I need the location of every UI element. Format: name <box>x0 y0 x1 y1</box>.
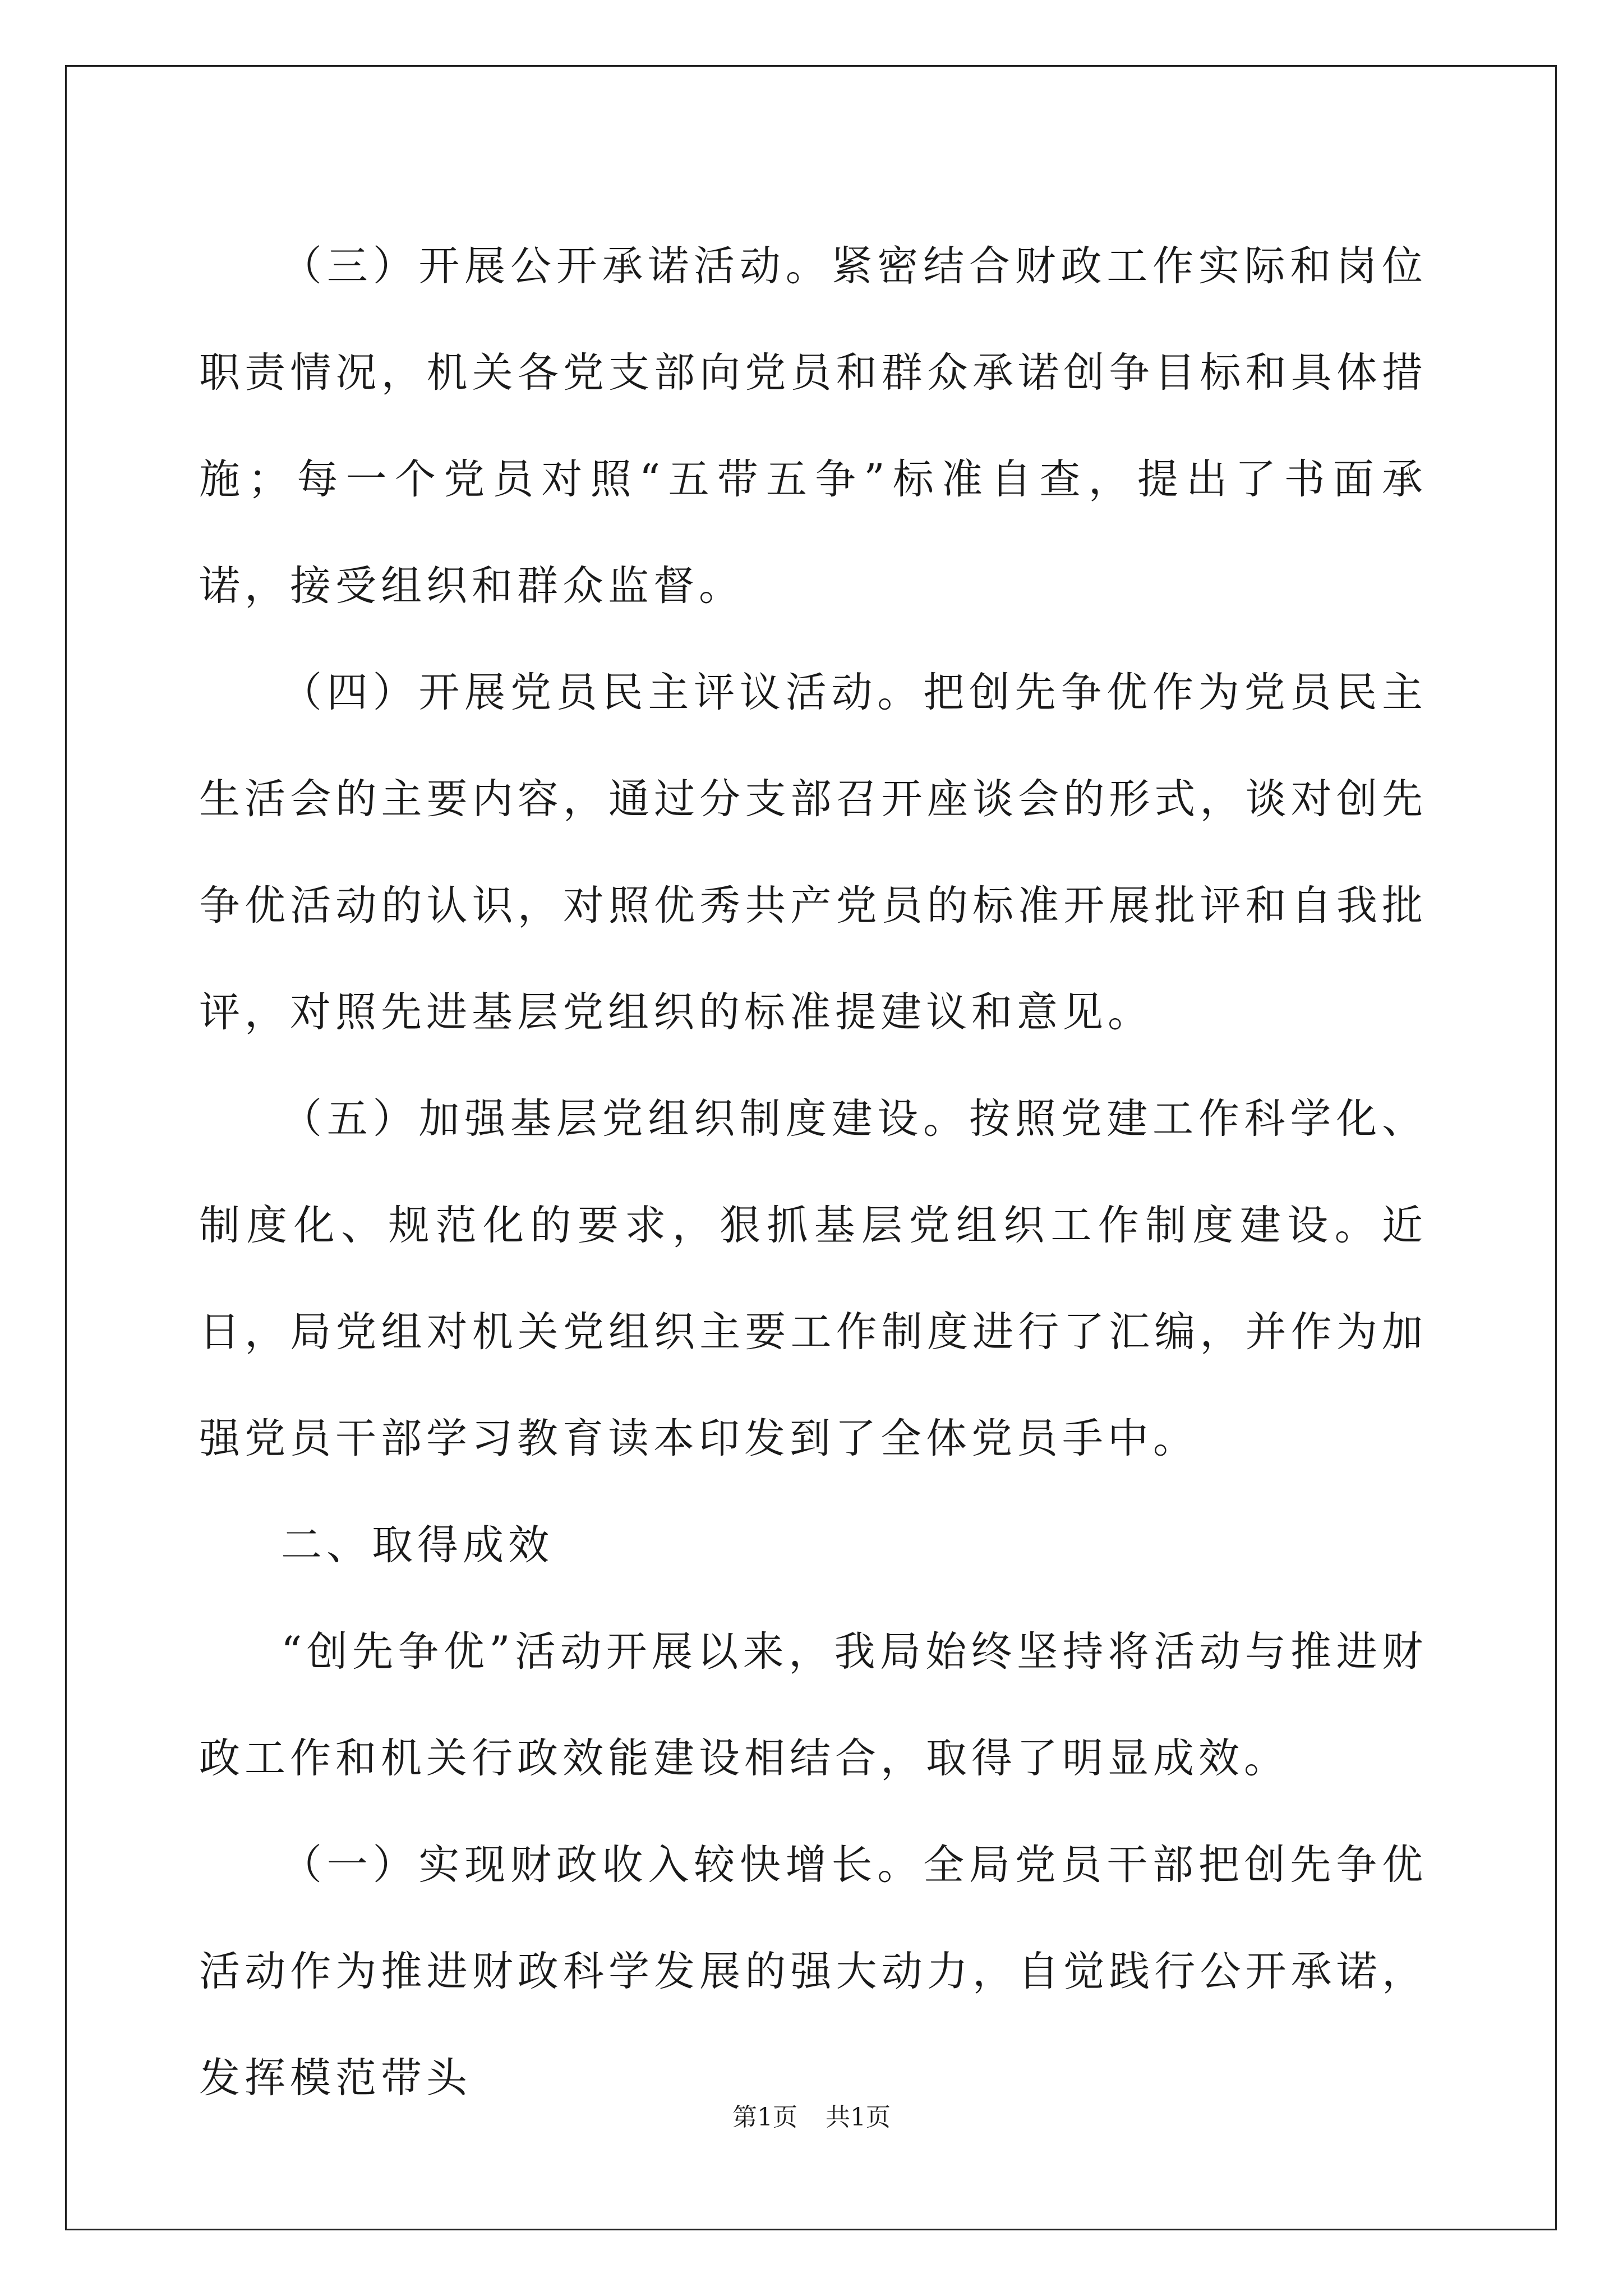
paragraph-system-building: （五）加强基层党组织制度建设。按照党建工作科学化、制度化、规范化的要求，狠抓基层党组织工作制度建设。近日，局党组对机关党组织主要工作制度进行了汇编，并作为加强党员干部学习教育读本印发到了全体党员手中。 <box>199 1095 1427 1462</box>
page-total: 共1页 <box>826 2103 891 2132</box>
paragraph-evaluation: （四）开展党员民主评议活动。把创先争优作为党员民主生活会的主要内容，通过分支部召开座谈会的形式，谈对创先争优活动的认识，对照优秀共产党员的标准开展批评和自我批评，对照先进基层党组织的标准提建议和意见。 <box>199 669 1427 1036</box>
page-number: 第1页 <box>732 2103 797 2132</box>
page-footer <box>0 2097 1623 2133</box>
paragraph-revenue-growth: （一）实现财政收入较快增长。全局党员干部把创先争优活动作为推进财政科学发展的强大动力，自觉践行公开承诺，发挥模范带头 <box>199 1841 1427 2102</box>
paragraph-results-intro: “创先争优”活动开展以来，我局始终坚持将活动与推进财政工作和机关行政效能建设相结合，取得了明显成效。 <box>199 1628 1427 1782</box>
document-body <box>199 213 1427 2132</box>
paragraph-commitment: （三）开展公开承诺活动。紧密结合财政工作实际和岗位职责情况，机关各党支部向党员和群众承诺创争目标和具体措施；每一个党员对照“五带五争”标准自查，提出了书面承诺，接受组织和群众监督。 <box>199 242 1427 610</box>
section-heading-results: 二、取得成效 <box>281 1521 554 1569</box>
